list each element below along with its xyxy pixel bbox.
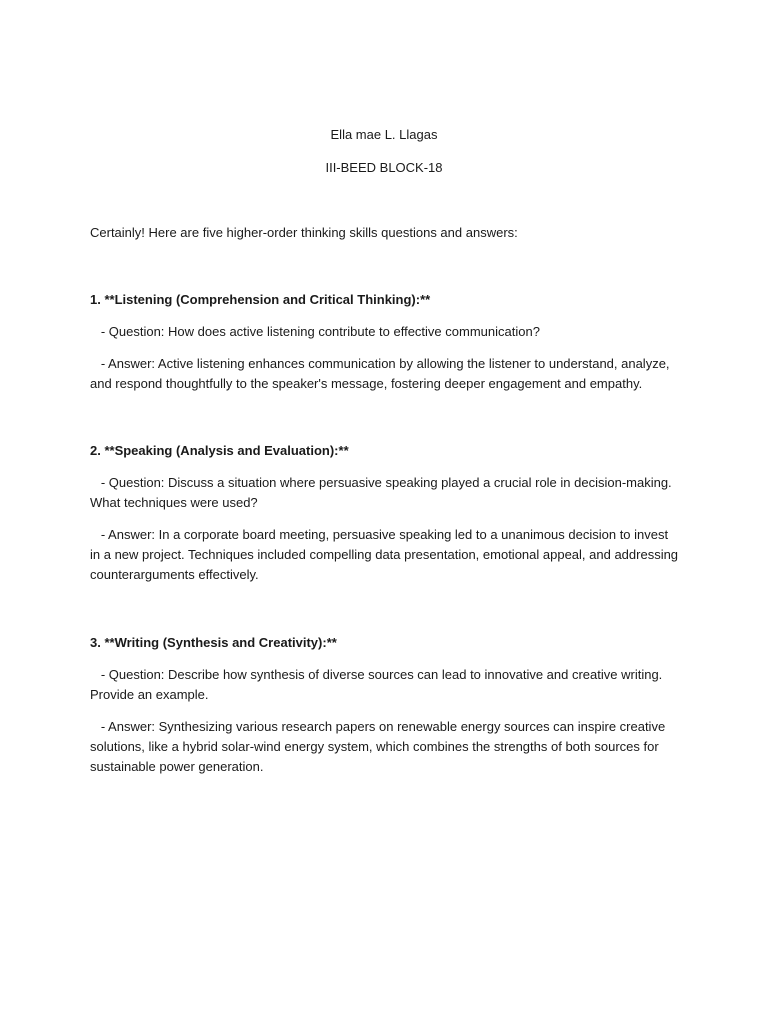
section-heading: 2. **Speaking (Analysis and Evaluation):**: [90, 443, 349, 458]
section-answer: - Answer: In a corporate board meeting, persuasive speaking led to a unanimous decision to invest in a new project. Techniques included compelling data presentation, emotional appeal, and addressing counterarguments effectively.: [90, 527, 679, 582]
section-writing: [90, 633, 680, 777]
section-speaking: [90, 441, 680, 585]
section-question: - Question: Describe how synthesis of diverse sources can lead to innovative and creative writing. Provide an example.: [90, 667, 663, 702]
section-listening: [90, 290, 680, 394]
section-answer: - Answer: Active listening enhances communication by allowing the listener to understand, analyze, and respond thoughtfully to the speaker's message, fostering deeper engagement and empathy.: [90, 356, 670, 391]
section-question: - Question: Discuss a situation where persuasive speaking played a crucial role in decision-making. What techniques were used?: [90, 475, 672, 510]
section-heading: 1. **Listening (Comprehension and Critical Thinking):**: [90, 292, 431, 307]
section-heading: 3. **Writing (Synthesis and Creativity):**: [90, 635, 337, 650]
section-answer: - Answer: Synthesizing various research papers on renewable energy sources can inspire creative solutions, like a hybrid solar-wind energy system, which combines the strengths of both sources for sustainable power generation.: [90, 719, 666, 774]
section-question: - Question: How does active listening contribute to effective communication?: [90, 324, 540, 339]
class-block: III-BEED BLOCK-18: [325, 160, 443, 175]
author-name: Ella mae L. Llagas: [330, 127, 438, 142]
intro-text: Certainly! Here are five higher-order thinking skills questions and answers:: [90, 225, 518, 240]
